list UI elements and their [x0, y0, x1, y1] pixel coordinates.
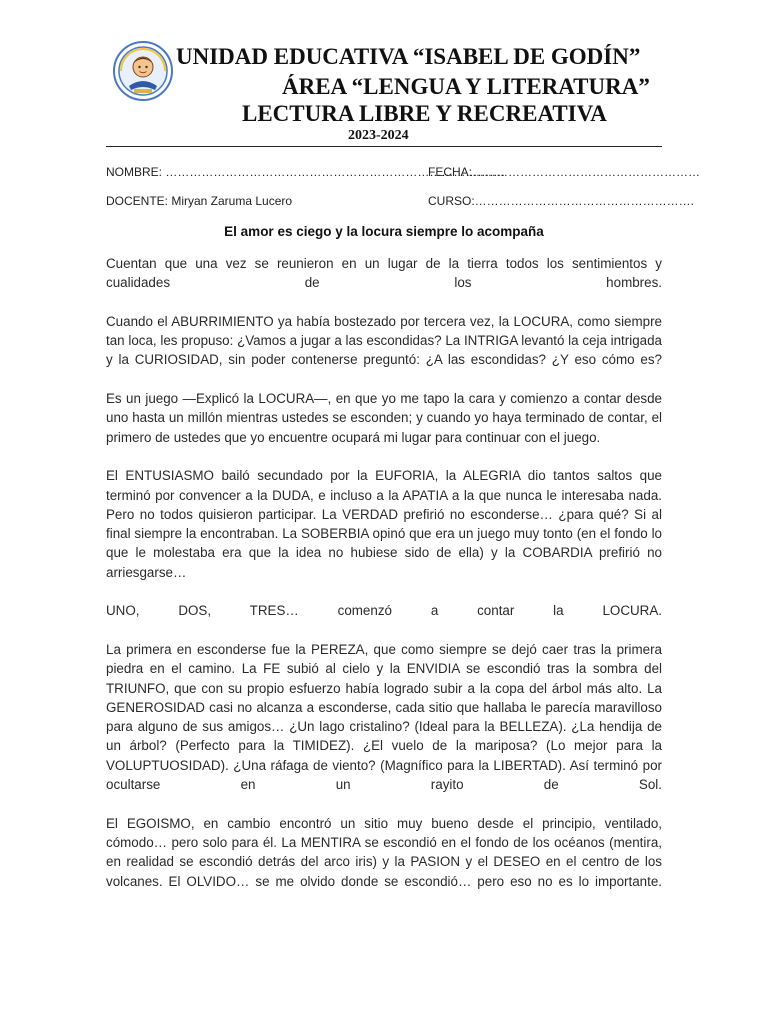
- story-title: El amor es ciego y la locura siempre lo acompaña: [224, 224, 544, 239]
- story-paragraph: El EGOISMO, en cambio encontró un sitio muy bueno desde el principio, ventilado, cómodo… pero solo para él. La MENTIRA se escondió en el fondo de los océanos (mentira, en realidad se escondió detrás del arco iris) y la PASION y el DESEO en el centro de los volcanes. El OLVIDO… se me olvido donde se escondió… pero eso no es lo importante.: [106, 815, 662, 889]
- fecha-field[interactable]: FECHA:…………………………………………………: [428, 165, 701, 179]
- curso-field[interactable]: CURSO:……………………………………………….: [428, 194, 695, 208]
- school-name: UNIDAD EDUCATIVA “ISABEL DE GODÍN”: [176, 44, 641, 69]
- story-paragraph: Cuando el ABURRIMIENTO ya había bostezado por tercera vez, la LOCURA, como siempre tan loca, les propuso: ¿Vamos a jugar a las escondidas? La INTRIGA levantó la ceja intrigada y la CURIOSIDAD, sin poder contenerse preguntó: ¿A las escondidas? ¿Y eso cómo es?: [106, 313, 662, 368]
- story-paragraph: La primera en esconderse fue la PEREZA, que como siempre se dejó caer tras la primera piedra en el camino. La FE subió al cielo y la ENVIDIA se escondió tras la sombra del TRIUNFO, que con su propio esfuerzo había logrado subir a la copa del árbol más alto. La GENEROSIDAD casi no alcanza a esconderse, cada sitio que hallaba le parecía maravilloso para alguno de sus amigos… ¿Un lago cristalino? (Ideal para la BELLEZA). ¿La hendija de un árbol? (Perfecto para la TIMIDEZ). ¿El vuelo de la mariposa? (Lo mejor para la VOLUPTUOSIDAD). ¿Una ráfaga de viento? (Magnífico para la LIBERTAD). Así terminó por ocultarse en un rayito de Sol.: [106, 641, 662, 793]
- subject-area: ÁREA “LENGUA Y LITERATURA”: [282, 74, 650, 99]
- activity-title: LECTURA LIBRE Y RECREATIVA: [242, 101, 607, 126]
- school-crest-icon: [112, 40, 174, 102]
- nombre-field[interactable]: NOMBRE: ………………………………………………………………………….: [106, 165, 505, 179]
- story-body: [106, 254, 662, 910]
- story-paragraph: Cuentan que una vez se reunieron en un lugar de la tierra todos los sentimientos y cualidades de los hombres.: [106, 256, 662, 291]
- docente-field: DOCENTE: Miryan Zaruma Lucero: [106, 194, 293, 208]
- story-paragraph: UNO, DOS, TRES… comenzó a contar la LOCURA.: [106, 603, 662, 619]
- story-paragraph: El ENTUSIASMO bailó secundado por la EUFORIA, la ALEGRIA dio tantos saltos que terminó por convencer a la DUDA, e incluso a la APATIA a la que nunca le interesaba nada. Pero no todos quisieron participar. La VERDAD prefirió no esconderse… ¿para qué? Si al final siempre la encontraban. La SOBERBIA opinó que era un juego muy tonto (en el fondo lo que le molestaba era que la idea no hubiese sido de ella) y la COBARDIA prefirió no arriesgarse…: [106, 468, 662, 580]
- header-divider: [106, 146, 662, 147]
- story-paragraph: Es un juego —Explicó la LOCURA—, en que yo me tapo la cara y comienzo a contar desde uno hasta un millón mientras ustedes se esconden; y cuando yo haya terminado de contar, el primero de ustedes que yo encuentre ocupará mi lugar para continuar con el juego.: [106, 391, 662, 445]
- school-year: 2023-2024: [348, 128, 409, 143]
